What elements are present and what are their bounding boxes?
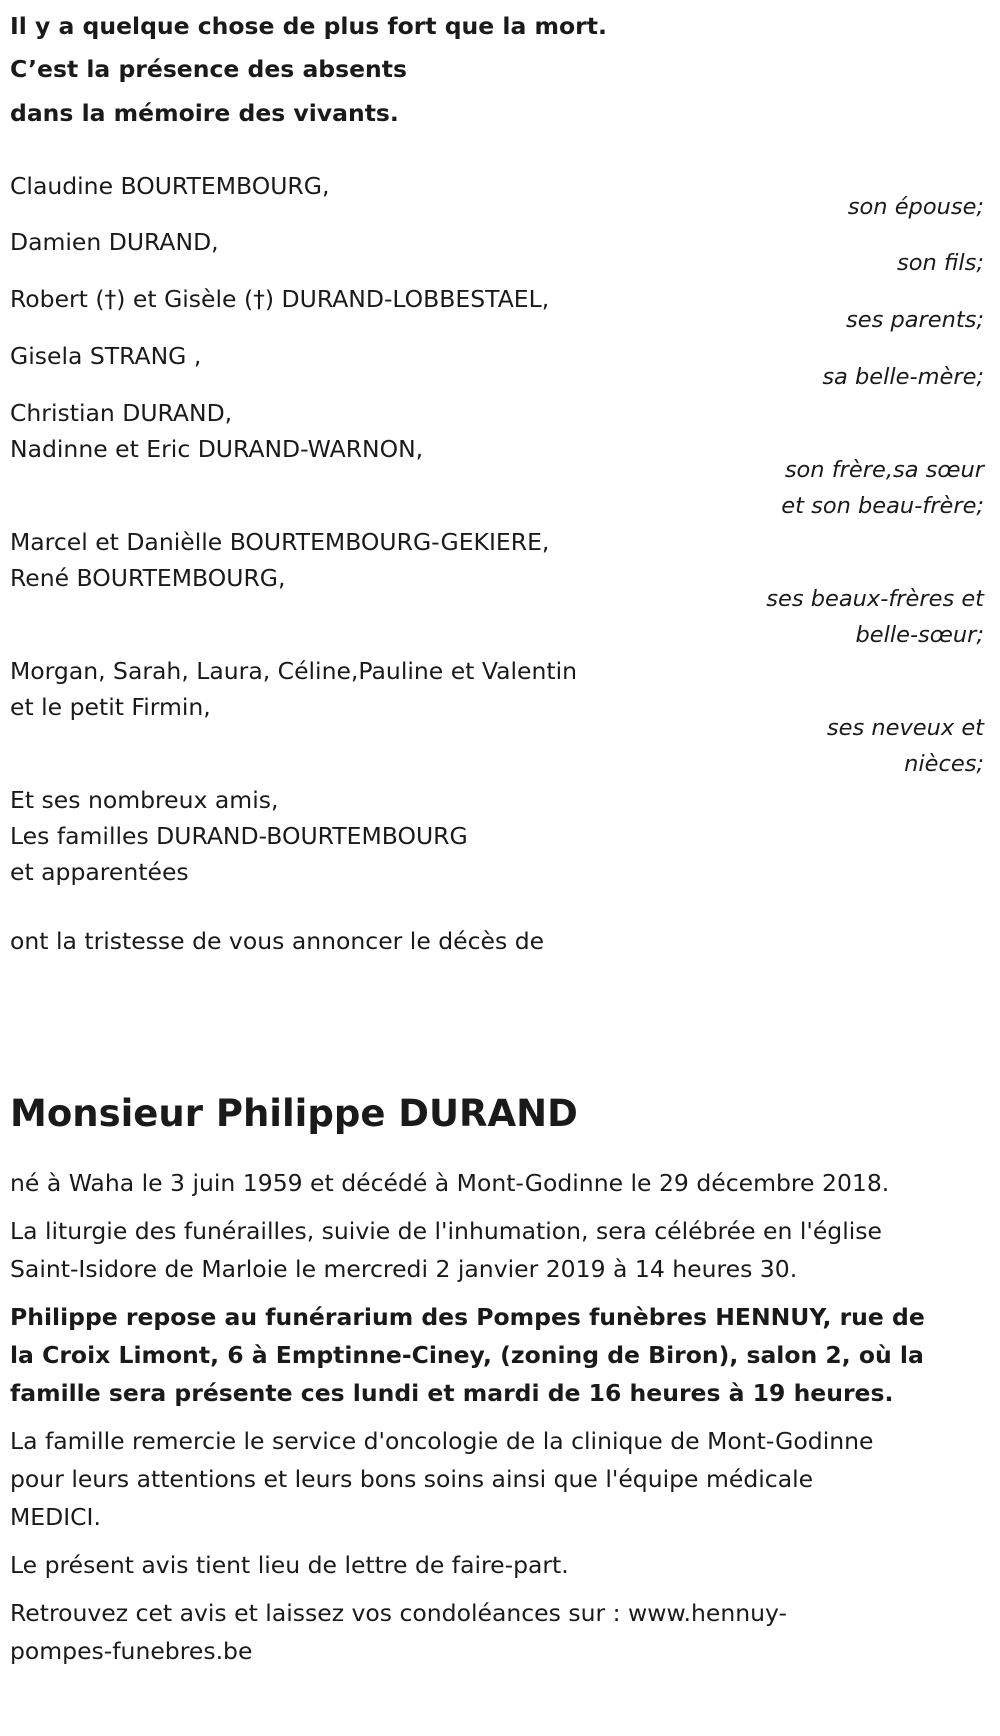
family-name: Nadinne et Eric DURAND-WARNON,: [10, 435, 424, 463]
family-name: Christian DURAND,: [10, 399, 233, 427]
family-name: Morgan, Sarah, Laura, Céline,Pauline et Valentin: [10, 657, 578, 685]
family-relation: ses parents;: [846, 307, 984, 333]
condolences-line: pompes-funebres.be: [10, 1637, 253, 1665]
family-name: Damien DURAND,: [10, 228, 219, 256]
family-relation: son épouse;: [847, 194, 984, 220]
family-relation: nièces;: [904, 751, 984, 777]
quote-line-3: dans la mémoire des vivants.: [10, 99, 399, 127]
funerarium-line: la Croix Limont, 6 à Emptinne-Ciney, (zoning de Biron), salon 2, où la: [10, 1341, 924, 1369]
family-relation: son fils;: [897, 250, 984, 276]
funerarium-line: famille sera présente ces lundi et mardi de 16 heures à 19 heures.: [10, 1379, 894, 1407]
family-relation: ses beaux-frères et: [766, 586, 984, 612]
liturgy-line: Saint-Isidore de Marloie le mercredi 2 janvier 2019 à 14 heures 30.: [10, 1255, 798, 1283]
thanks-line: MEDICI.: [10, 1503, 101, 1531]
notice-line: Le présent avis tient lieu de lettre de faire-part.: [10, 1551, 569, 1579]
family-relation: son frère,sa sœur: [784, 457, 984, 483]
others-line: et apparentées: [10, 858, 189, 886]
family-name: Robert (†) et Gisèle (†) DURAND-LOBBESTAEL,: [10, 285, 550, 313]
family-relation: et son beau-frère;: [781, 493, 984, 519]
family-name: et le petit Firmin,: [10, 693, 211, 721]
birth-death-line: né à Waha le 3 juin 1959 et décédé à Mont-Godinne le 29 décembre 2018.: [10, 1169, 890, 1197]
quote-line-1: Il y a quelque chose de plus fort que la mort.: [10, 12, 607, 40]
funerarium-line: Philippe repose au funérarium des Pompes funèbres HENNUY, rue de: [10, 1303, 925, 1331]
thanks-line: pour leurs attentions et leurs bons soins ainsi que l'équipe médicale: [10, 1465, 814, 1493]
liturgy-line: La liturgie des funérailles, suivie de l'inhumation, sera célébrée en l'église: [10, 1217, 882, 1245]
thanks-line: La famille remercie le service d'oncologie de la clinique de Mont-Godinne: [10, 1427, 874, 1455]
family-relation: ses neveux et: [826, 715, 984, 741]
deceased-name: Monsieur Philippe DURAND: [10, 1092, 578, 1135]
others-line: Les familles DURAND-BOURTEMBOURG: [10, 822, 468, 850]
family-name: Claudine BOURTEMBOURG,: [10, 172, 330, 200]
condolences-line: Retrouvez cet avis et laissez vos condoléances sur : www.hennuy-: [10, 1599, 787, 1627]
family-relation: belle-sœur;: [855, 622, 984, 648]
others-line: Et ses nombreux amis,: [10, 786, 279, 814]
family-name: Gisela STRANG ,: [10, 342, 202, 370]
family-name: Marcel et Danièlle BOURTEMBOURG-GEKIERE,: [10, 528, 550, 556]
announcement: ont la tristesse de vous annoncer le décès de: [10, 927, 545, 955]
family-relation: sa belle-mère;: [822, 364, 984, 390]
quote-line-2: C’est la présence des absents: [10, 55, 408, 83]
family-name: René BOURTEMBOURG,: [10, 564, 286, 592]
